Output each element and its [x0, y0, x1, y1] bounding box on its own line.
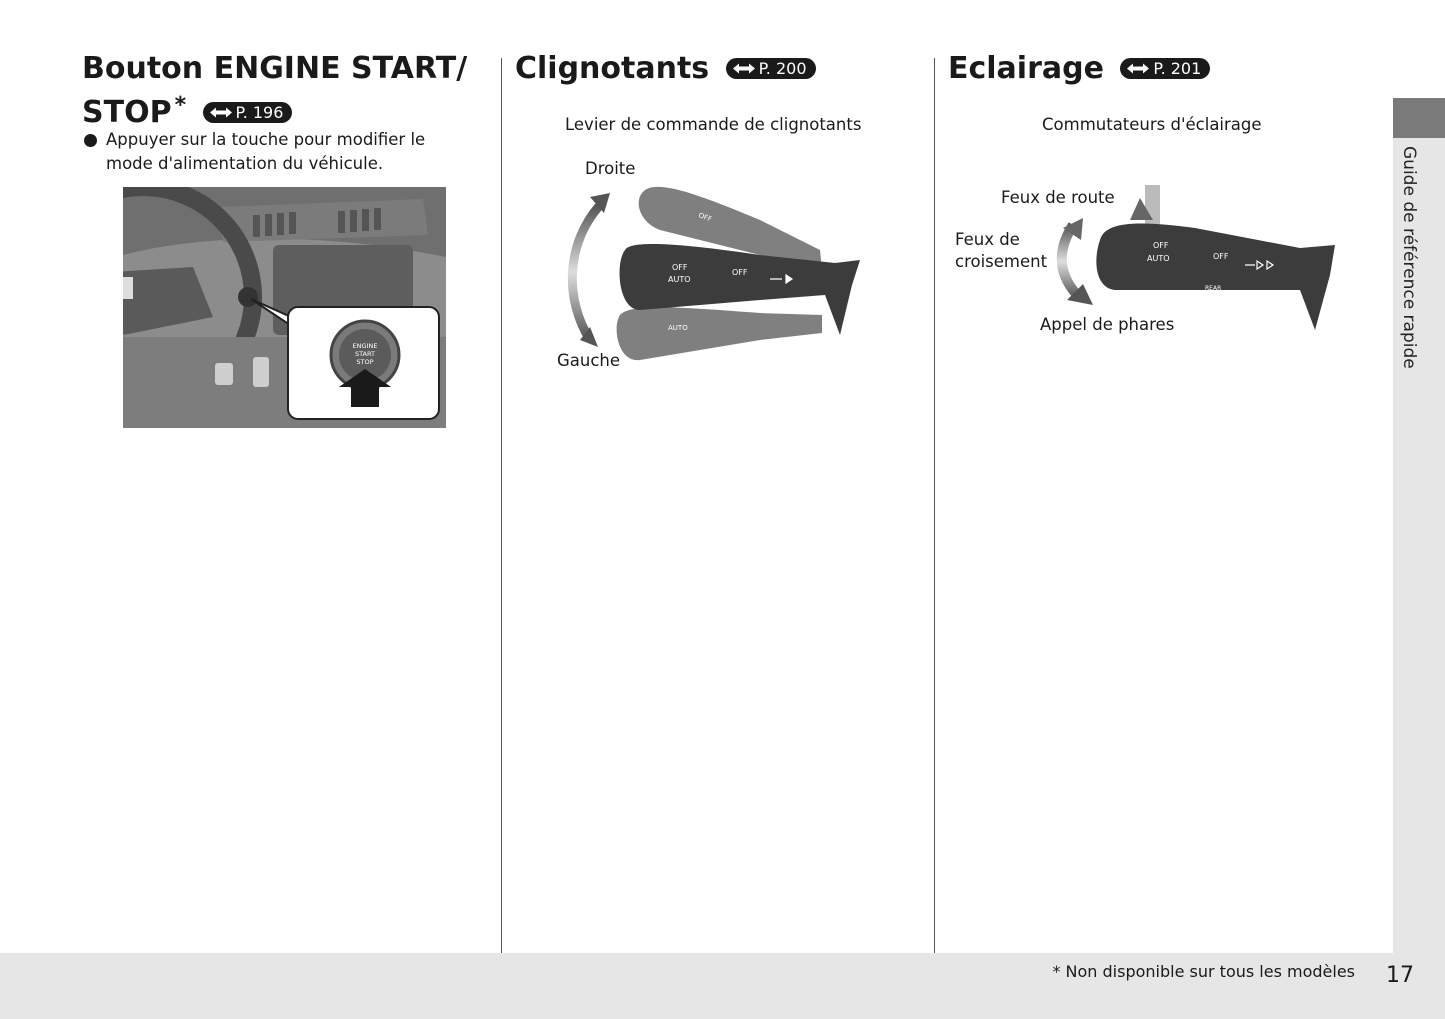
button-label-start: START	[354, 350, 376, 358]
button-label-engine: ENGINE	[352, 342, 378, 350]
lights-caption: Commutateurs d'éclairage	[1042, 115, 1262, 134]
lights-lever-illustration	[1045, 180, 1340, 335]
turn-title-text: Clignotants	[515, 51, 710, 86]
asterisk: *	[174, 93, 187, 118]
engine-button-illustration	[123, 187, 446, 428]
label-flash: Appel de phares	[1040, 315, 1175, 334]
label-right: Droite	[585, 159, 636, 178]
ghost-mark-auto: AUTO	[668, 324, 688, 332]
ghost-mark-off: OFF	[697, 211, 713, 224]
page-ref-text: P. 196	[235, 103, 284, 122]
engine-title-line1: Bouton ENGINE START/	[82, 51, 468, 86]
stalk-mark-auto: AUTO	[1147, 254, 1170, 263]
turn-lever-illustration	[560, 175, 865, 370]
bullet-icon	[84, 134, 97, 147]
side-tab-marker	[1393, 98, 1445, 138]
stalk-mark-off-2: OFF	[732, 268, 748, 277]
bullet-text-line1: Appuyer sur la touche pour modifier le	[106, 130, 426, 149]
stalk-mark-off: OFF	[672, 263, 688, 272]
footnote: * Non disponible sur tous les modèles	[1052, 962, 1355, 981]
arrow-icon	[1126, 62, 1150, 75]
side-tab-label: Guide de référence rapide	[1399, 146, 1419, 369]
lights-title	[948, 50, 1210, 87]
page-ref-link[interactable]	[1120, 58, 1210, 79]
bullet-text-line2: mode d'alimentation du véhicule.	[106, 154, 384, 173]
stalk-mark-auto: AUTO	[668, 275, 691, 284]
arrow-icon	[732, 62, 756, 75]
label-left: Gauche	[557, 351, 621, 370]
page-ref-link[interactable]	[203, 102, 293, 123]
page-ref-text: P. 201	[1153, 59, 1202, 78]
stalk-mark-off: OFF	[1153, 241, 1169, 250]
turn-caption: Levier de commande de clignotants	[565, 115, 862, 134]
arrow-icon	[209, 106, 233, 119]
label-low-beam-1: Feux de	[955, 230, 1020, 249]
page-ref-text: P. 200	[758, 59, 807, 78]
engine-title-text: STOP	[82, 95, 172, 130]
column-divider	[501, 58, 502, 953]
label-low-beam-2: croisement	[955, 252, 1048, 271]
page-number: 17	[1386, 963, 1414, 988]
stalk-mark-rear: REAR	[1205, 285, 1222, 292]
engine-title-line2	[82, 87, 292, 131]
turn-title	[515, 50, 816, 87]
lights-title-text: Eclairage	[948, 51, 1104, 86]
button-label-stop: STOP	[356, 358, 374, 366]
label-high-beam: Feux de route	[1001, 188, 1115, 207]
column-divider	[934, 58, 935, 953]
stalk-mark-off-2: OFF	[1213, 252, 1229, 261]
page-ref-link[interactable]	[726, 58, 816, 79]
